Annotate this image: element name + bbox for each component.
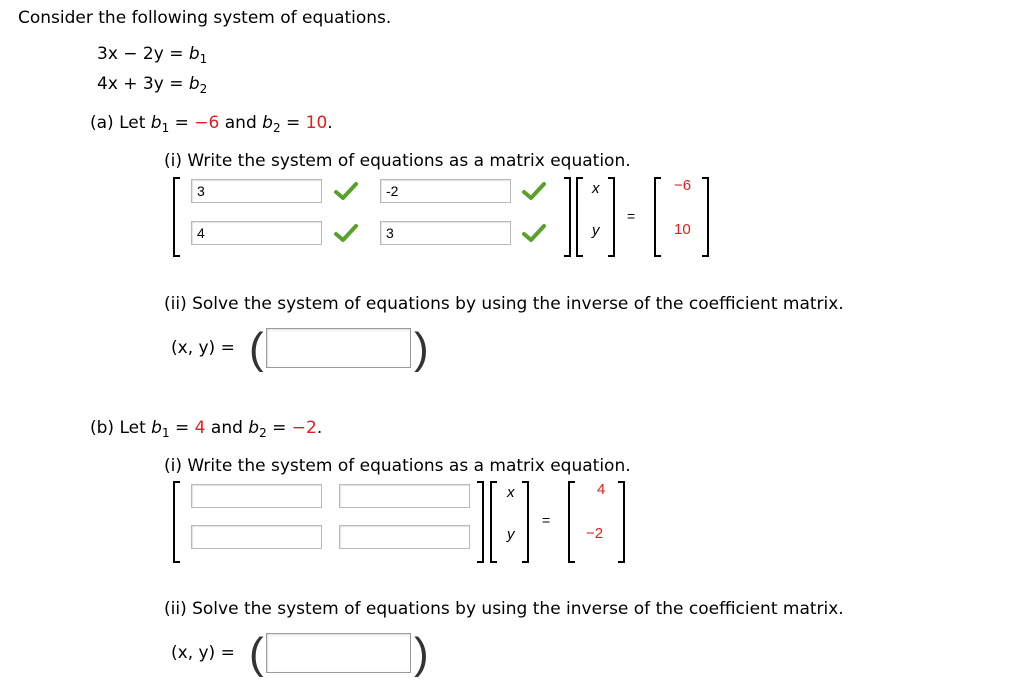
matrix-left-bracket	[173, 177, 180, 257]
rhs-value-2: −2	[586, 525, 604, 542]
vector-y: y	[507, 526, 515, 543]
part-a-ii-text: (ii) Solve the system of equations by using the inverse of the coefficient matrix.	[164, 294, 844, 314]
check-icon	[334, 223, 358, 243]
xy-label: (x, y) =	[171, 338, 235, 358]
left-paren: (	[249, 324, 264, 373]
rhs-right-bracket	[702, 177, 709, 257]
check-icon	[522, 181, 546, 201]
rhs-left-bracket	[568, 481, 575, 563]
equals-sign: =	[542, 512, 551, 528]
matrix-a11-input[interactable]	[191, 179, 322, 203]
rhs-value-2: 10	[674, 221, 691, 238]
answer-a-input[interactable]	[266, 328, 411, 368]
equation-2: $4x + 3y = b_2$	[97, 74, 208, 96]
matrix-b12-input[interactable]	[339, 484, 470, 508]
matrix-b21-input[interactable]	[191, 525, 322, 549]
part-b-i-text: (i) Write the system of equations as a matrix equation.	[164, 456, 631, 476]
rhs-left-bracket	[654, 177, 661, 257]
matrix-right-bracket	[564, 177, 571, 257]
vector-x: x	[507, 484, 515, 501]
answer-b-input[interactable]	[266, 633, 411, 673]
right-paren: )	[414, 324, 429, 373]
rhs-value-1: 4	[597, 481, 606, 498]
left-paren: (	[249, 629, 264, 678]
matrix-a12-input[interactable]	[380, 179, 511, 203]
vector-left-bracket	[576, 177, 583, 257]
right-paren: )	[414, 629, 429, 678]
vector-x: x	[592, 180, 600, 197]
part-b-heading: (b) Let $b_1 = 4$ and $b_2 = -2$.	[90, 418, 323, 440]
vector-right-bracket	[608, 177, 615, 257]
matrix-right-bracket	[477, 481, 484, 563]
matrix-left-bracket	[173, 481, 180, 563]
intro-text: Consider the following system of equations.	[18, 8, 392, 28]
part-a-heading: (a) Let $b_1 = -6$ and $b_2 = 10$.	[90, 113, 333, 135]
equals-sign: =	[627, 208, 636, 224]
vector-right-bracket	[522, 481, 529, 563]
part-b-ii-text: (ii) Solve the system of equations by using the inverse of the coefficient matrix.	[164, 599, 844, 619]
equation-1: $3x - 2y = b_1$	[97, 44, 208, 66]
rhs-value-1: −6	[674, 177, 692, 194]
matrix-b11-input[interactable]	[191, 484, 322, 508]
check-icon	[334, 181, 358, 201]
rhs-right-bracket	[618, 481, 625, 563]
vector-left-bracket	[490, 481, 497, 563]
matrix-a22-input[interactable]	[380, 221, 511, 245]
matrix-a21-input[interactable]	[191, 221, 322, 245]
xy-label: (x, y) =	[171, 643, 235, 663]
part-a-i-text: (i) Write the system of equations as a matrix equation.	[164, 151, 631, 171]
matrix-b22-input[interactable]	[339, 525, 470, 549]
vector-y: y	[592, 222, 600, 239]
check-icon	[522, 223, 546, 243]
